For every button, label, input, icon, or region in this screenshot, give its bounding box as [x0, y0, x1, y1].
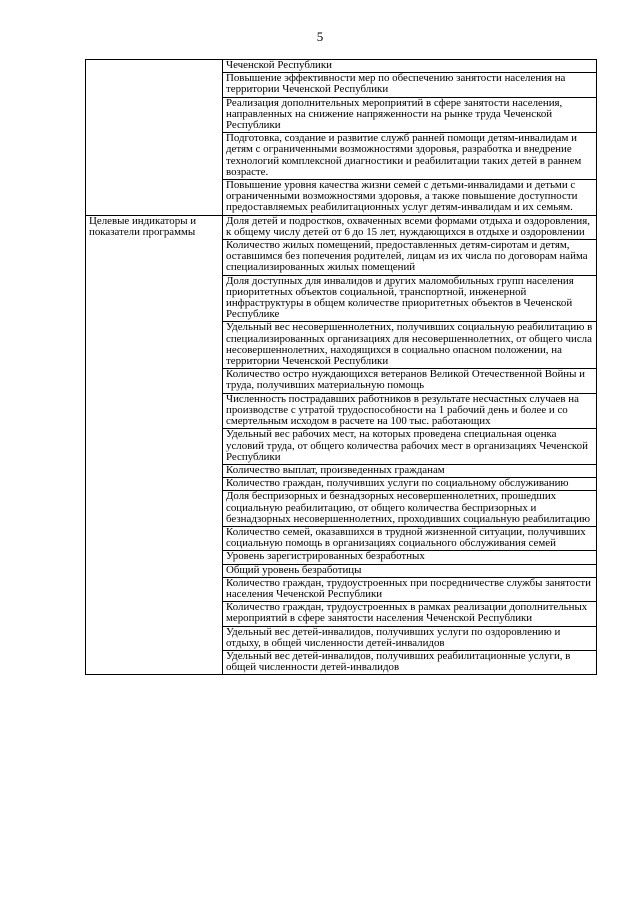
indicator-cell: Удельный вес детей-инвалидов, получивших реабилитационные услуги, в общей численности детей-инвалидов — [223, 650, 597, 674]
indicator-cell: Количество жилых помещений, предоставленных детям-сиротам и детям, оставшимся без попечения родителей, лицам из их числа по договорам найма специализированных жилых помещений — [223, 240, 597, 276]
indicator-cell: Количество граждан, трудоустроенных в рамках реализации дополнительных мероприятий в сфере занятости населения Чеченской Республики — [223, 602, 597, 626]
table-cell: Реализация дополнительных мероприятий в сфере занятости населения, направленных на снижение напряженности на рынке труда Чеченской Республики — [223, 97, 597, 133]
indicator-cell: Доля беспризорных и безнадзорных несовершеннолетних, прошедших социальную реабилитацию, от общего количества беспризорных и безнадзорных несовершеннолетних, проходивших социальную реабилитацию — [223, 491, 597, 527]
empty-label-cell — [86, 60, 223, 216]
indicator-cell: Количество выплат, произведенных гражданам — [223, 464, 597, 477]
table-cell: Чеченской Республики — [223, 60, 597, 73]
indicator-cell: Общий уровень безработицы — [223, 564, 597, 577]
indicator-cell: Количество семей, оказавшихся в трудной жизненной ситуации, получивших социальную помощь в организациях социального обслуживания семей — [223, 526, 597, 550]
indicators-label: Целевые индикаторы и показатели программы — [86, 215, 223, 675]
indicator-cell: Количество граждан, трудоустроенных при посредничестве службы занятости населения Чеченской Республики — [223, 577, 597, 601]
table-cell: Подготовка, создание и развитие служб ранней помощи детям-инвалидам и детям с ограниченными возможностями здоровья, разработка и внедрение технологий комплексной диагностики и реабилитации таких детей в раннем возрасте. — [223, 133, 597, 180]
indicator-cell: Удельный вес детей-инвалидов, получивших услуги по оздоровлению и отдыху, в общей численности детей-инвалидов — [223, 626, 597, 650]
indicator-cell: Численность пострадавших работников в результате несчастных случаев на производстве с утратой трудоспособности на 1 рабочий день и более и со смертельным исходом в расчете на 100 тыс. работающих — [223, 393, 597, 429]
indicator-cell: Уровень зарегистрированных безработных — [223, 551, 597, 564]
table-row — [86, 60, 597, 73]
indicator-cell: Удельный вес несовершеннолетних, получивших социальную реабилитацию в специализированных организациях для несовершеннолетних, от общего числа несовершеннолетних, находящихся в социально опасном положении, на территории Чеченской Республики — [223, 322, 597, 369]
page-number: 5 — [316, 29, 324, 44]
indicator-cell: Доля доступных для инвалидов и других маломобильных групп населения приоритетных объектов социальной, транспортной, инженерной инфраструктуры в общем количестве приоритетных объектов в Чеченской Республике — [223, 275, 597, 322]
indicator-cell: Доля детей и подростков, охваченных всеми формами отдыха и оздоровления, к общему числу детей от 6 до 15 лет, нуждающихся в отдыхе и оздоровлении — [223, 215, 597, 239]
table-cell: Повышение уровня качества жизни семей с детьми-инвалидами и детьми с ограниченными возможностями здоровья, а также повышение доступности предоставляемых реабилитационных услуг детям-инвалидам и их семьям. — [223, 180, 597, 216]
indicator-cell: Количество остро нуждающихся ветеранов Великой Отечественной Войны и труда, получивших материальную помощь — [223, 369, 597, 393]
program-passport-table — [85, 59, 597, 675]
indicator-cell: Удельный вес рабочих мест, на которых проведена специальная оценка условий труда, от общего количества рабочих мест в организациях Чеченской Республики — [223, 429, 597, 465]
table-cell: Повышение эффективности мер по обеспечению занятости населения на территории Чеченской Республики — [223, 73, 597, 97]
table-row — [86, 215, 597, 239]
indicator-cell: Количество граждан, получивших услуги по социальному обслуживанию — [223, 478, 597, 491]
